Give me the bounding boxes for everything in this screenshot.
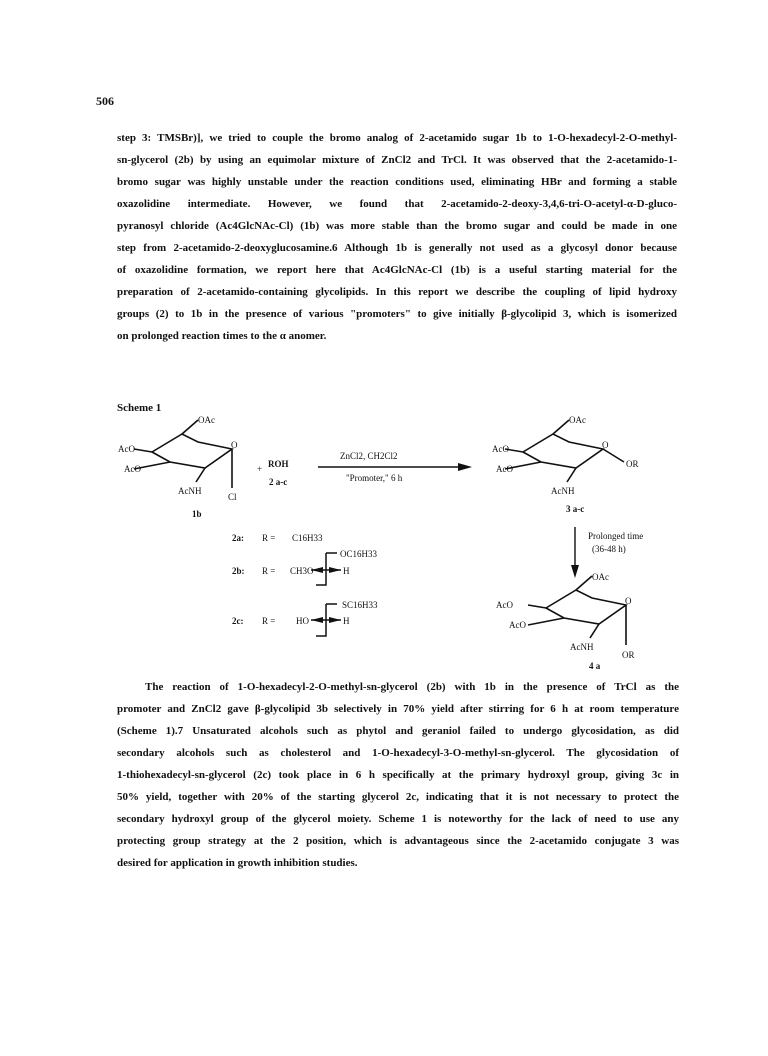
oac-label: OAc — [569, 415, 586, 425]
text-line: secondary hydroxyl group of the glycerol moiety. Scheme 1 is noteworthy for the lack of need to use any — [117, 813, 679, 825]
r-equals: R = — [262, 616, 276, 626]
ring-oxygen-label: O — [602, 440, 609, 450]
or-label: OR — [626, 459, 639, 469]
aco-label: AcO — [124, 464, 141, 474]
r2c-right-substituent: H — [343, 616, 350, 626]
text-line: secondary alcohols such as cholesterol and 1-O-hexadecyl-3-O-methyl-sn-glycerol. The glycosidation of — [117, 747, 679, 759]
aco-label: AcO — [118, 444, 135, 454]
sugar-structure-1b — [134, 420, 232, 488]
paragraph-results — [117, 676, 679, 874]
roh-label: ROH — [268, 459, 289, 469]
aco-label: AcO — [509, 620, 526, 630]
text-line: protecting group strategy at the 2 position, which is advantageous since the 2-acetamido conjugate 3 was — [117, 835, 679, 847]
text-line: on prolonged reaction times to the α anomer. — [117, 330, 327, 342]
r-equals: R = — [262, 533, 276, 543]
r2c-top-substituent: SC16H33 — [342, 600, 378, 610]
text-line: oxazolidine intermediate. However, we found that 2-acetamido-2-deoxy-3,4,6-tri-O-acetyl-α-D-gluco- — [117, 198, 677, 210]
text-line: desired for application in growth inhibition studies. — [117, 857, 358, 869]
sugar-structure-4 — [528, 576, 626, 645]
sugar-structure-3 — [505, 420, 624, 482]
text-line: promoter and ZnCl2 gave β-glycolipid 3b selectively in 70% yield after stirring for 6 h at room temperature — [117, 703, 679, 715]
text-line: step from 2-acetamido-2-deoxyglucosamine.6 Although 1b is generally not used as a glycosyl donor because — [117, 242, 677, 254]
aco-label: AcO — [496, 600, 513, 610]
cl-label: Cl — [228, 492, 237, 502]
text-line: The reaction of 1-O-hexadecyl-2-O-methyl-sn-glycerol (2b) with 1b in the presence of TrCl as the — [145, 681, 679, 693]
r2c-left-substituent: HO — [296, 616, 309, 626]
oac-label: OAc — [592, 572, 609, 582]
arrow-head — [458, 463, 472, 471]
scheme-title: Scheme 1 — [117, 402, 162, 414]
or-label: OR — [622, 650, 635, 660]
text-line: step 3: TMSBr)], we tried to couple the bromo analog of 2-acetamido sugar 1b to 1-O-hexadecyl-2-O-methyl- — [117, 132, 677, 144]
r-group-label-2a: 2a: — [232, 533, 244, 543]
arrow-head — [571, 565, 579, 578]
compound-label-1b: 1b — [192, 509, 202, 519]
reagents-label: ZnCl2, CH2Cl2 — [340, 451, 398, 461]
compound-label-3: 3 a-c — [566, 504, 585, 514]
ring-oxygen-label: O — [231, 440, 238, 450]
compound-label-4a: 4 a — [589, 661, 601, 671]
aco-label: AcO — [496, 464, 513, 474]
r-equals: R = — [262, 566, 276, 576]
acnh-label: AcNH — [551, 486, 575, 496]
text-line: preparation of 2-acetamido-containing glycolipids. In this report we describe the coupling of lipid hydroxy — [117, 286, 677, 298]
text-line: (Scheme 1).7 Unsaturated alcohols such as phytol and geraniol failed to undergo glycosidation, as did — [117, 725, 679, 737]
plus-sign: + — [257, 464, 263, 474]
prolonged-time-label: Prolonged time — [588, 531, 644, 541]
oac-label: OAc — [198, 415, 215, 425]
text-line: sn-glycerol (2b) by using an equimolar mixture of ZnCl2 and TrCl. It was observed that the 2-acetamido-1- — [117, 154, 677, 166]
ring-oxygen-label: O — [625, 596, 632, 606]
r2b-top-substituent: OC16H33 — [340, 549, 378, 559]
page-number: 506 — [96, 94, 114, 108]
text-line: groups (2) to 1b in the presence of various "promoters" to give initially β-glycolipid 3, which is isomerized — [117, 308, 677, 320]
r2b-right-substituent: H — [343, 566, 350, 576]
r-value-2a: C16H33 — [292, 533, 323, 543]
text-line: of oxazolidine formation, we report here that Ac4GlcNAc-Cl (1b) is a useful starting material for the — [117, 264, 677, 276]
text-line: bromo sugar was highly unstable under the reaction conditions used, eliminating HBr and forming a stable — [117, 176, 677, 188]
text-line: 50% yield, together with 20% of the starting glycerol 2c, indicating that it is not necessary to protect the — [117, 791, 679, 803]
promoter-label: "Promoter," 6 h — [346, 473, 403, 483]
compound-label-2: 2 a-c — [269, 477, 288, 487]
text-line: 1-thiohexadecyl-sn-glycerol (2c) took place in 6 h specifically at the primary hydroxyl group, giving 3c in — [117, 769, 679, 781]
text-line: pyranosyl chloride (Ac4GlcNAc-Cl) (1b) was more stable than the bromo sugar and could be made in one — [117, 220, 677, 232]
acnh-label: AcNH — [178, 486, 202, 496]
acnh-label: AcNH — [570, 642, 594, 652]
r2b-left-substituent: CH3O — [290, 566, 314, 576]
r-group-label-2b: 2b: — [232, 566, 245, 576]
aco-label: AcO — [492, 444, 509, 454]
prolonged-time-duration: (36-48 h) — [592, 544, 626, 554]
r-group-label-2c: 2c: — [232, 616, 244, 626]
